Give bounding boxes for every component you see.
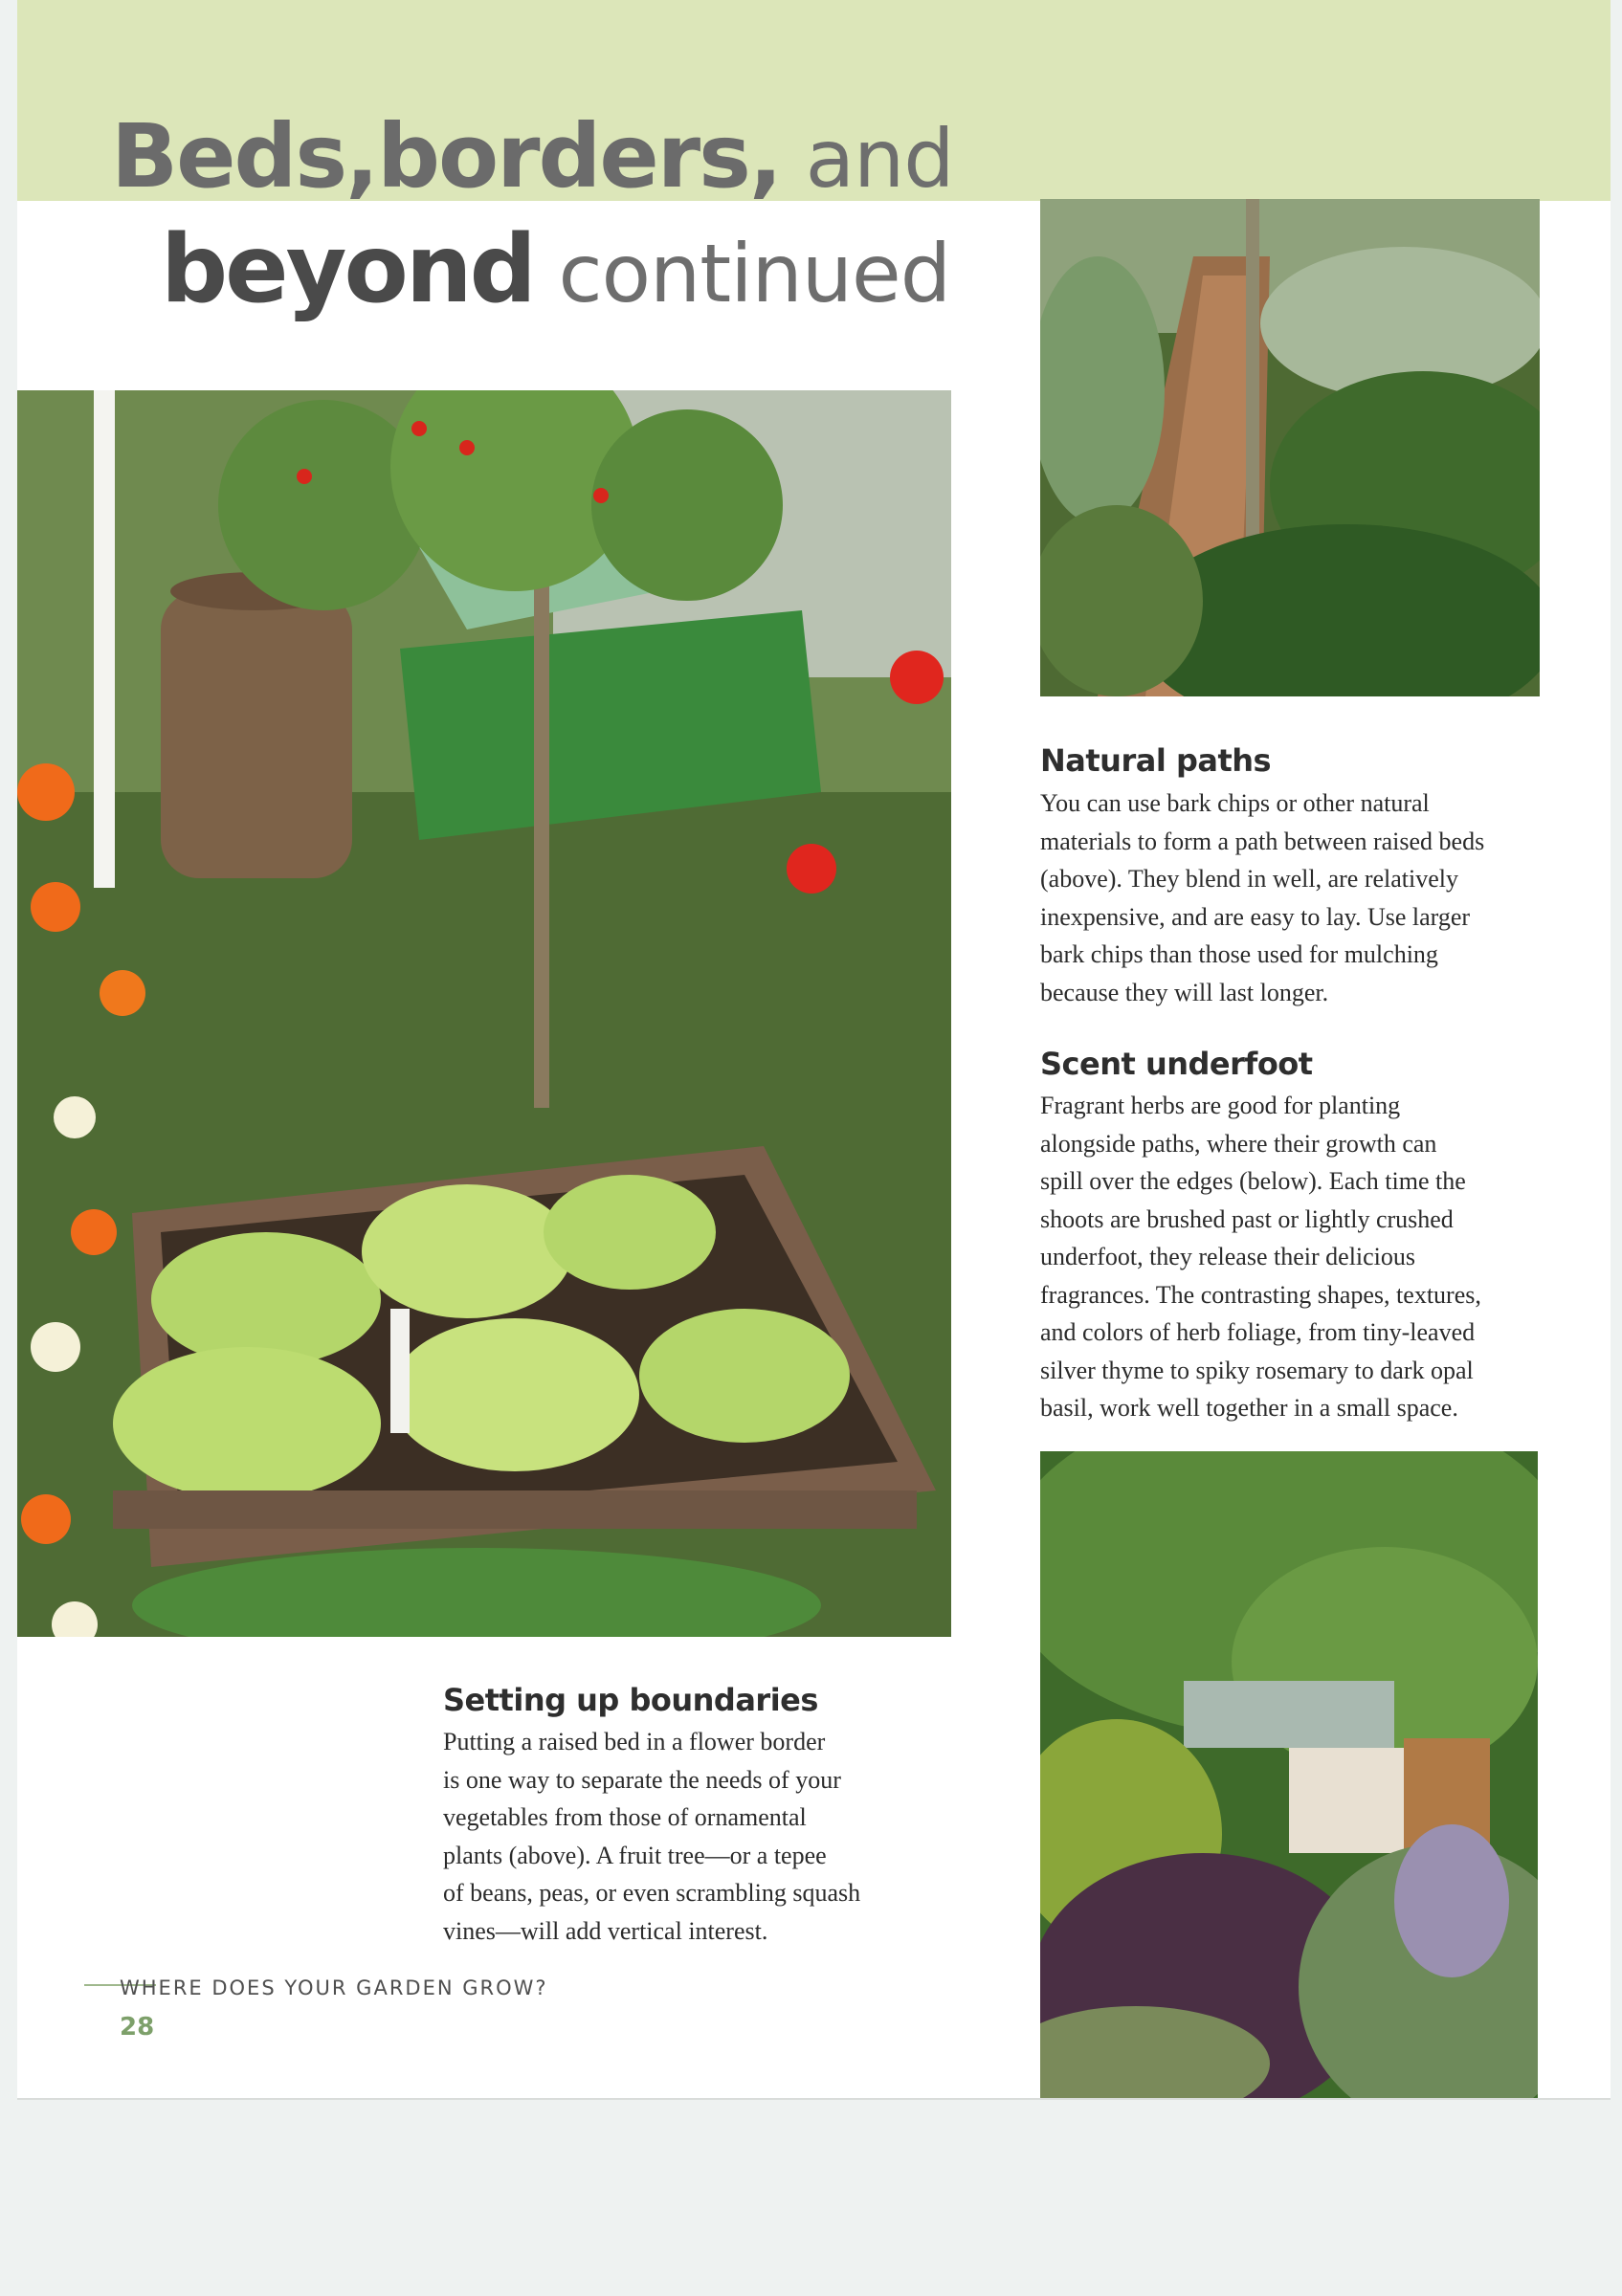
title-line1-light: and [805, 112, 954, 206]
boundaries-heading: Setting up boundaries [443, 1682, 818, 1718]
raised-bed-photo [17, 390, 951, 1637]
title-line2-light: continued [558, 227, 951, 320]
title-line1-bold: Beds,borders, [111, 105, 781, 208]
herb-path-photo [1040, 1451, 1538, 2098]
chapter-label: WHERE DOES YOUR GARDEN GROW? [120, 1976, 548, 1999]
page [17, 0, 1611, 2098]
bark-path-photo [1040, 199, 1540, 696]
title-line2-bold: beyond [161, 215, 534, 324]
natural-paths-text: You can use bark chips or other natural materials to form a path between raised beds (above). They blend in well, are relatively inexpensive, and are easy to lay. Use larger bark chips than those used for mulching because they will last longer. [1040, 789, 1485, 1006]
natural-paths-heading: Natural paths [1040, 742, 1272, 779]
scent-underfoot-heading: Scent underfoot [1040, 1046, 1313, 1082]
page-number: 28 [120, 2013, 155, 2042]
scent-underfoot-text: Fragrant herbs are good for planting alongside paths, where their growth can spill over the edges (below). Each time the shoots are brushed past or lightly crushed underfoot, they release their delicious fragrances. The contrasting shapes, textures, and colors of herb foliage, from tiny-leaved silver thyme to spiky rosemary to dark opal basil, work well together in a small space. [1040, 1092, 1481, 1422]
boundaries-text: Putting a raised bed in a flower border is one way to separate the needs of your vegetables from those of ornamental plants (above). A fruit tree—or a tepee of beans, peas, or even scrambling squash vines—will add vertical interest. [443, 1728, 861, 1945]
